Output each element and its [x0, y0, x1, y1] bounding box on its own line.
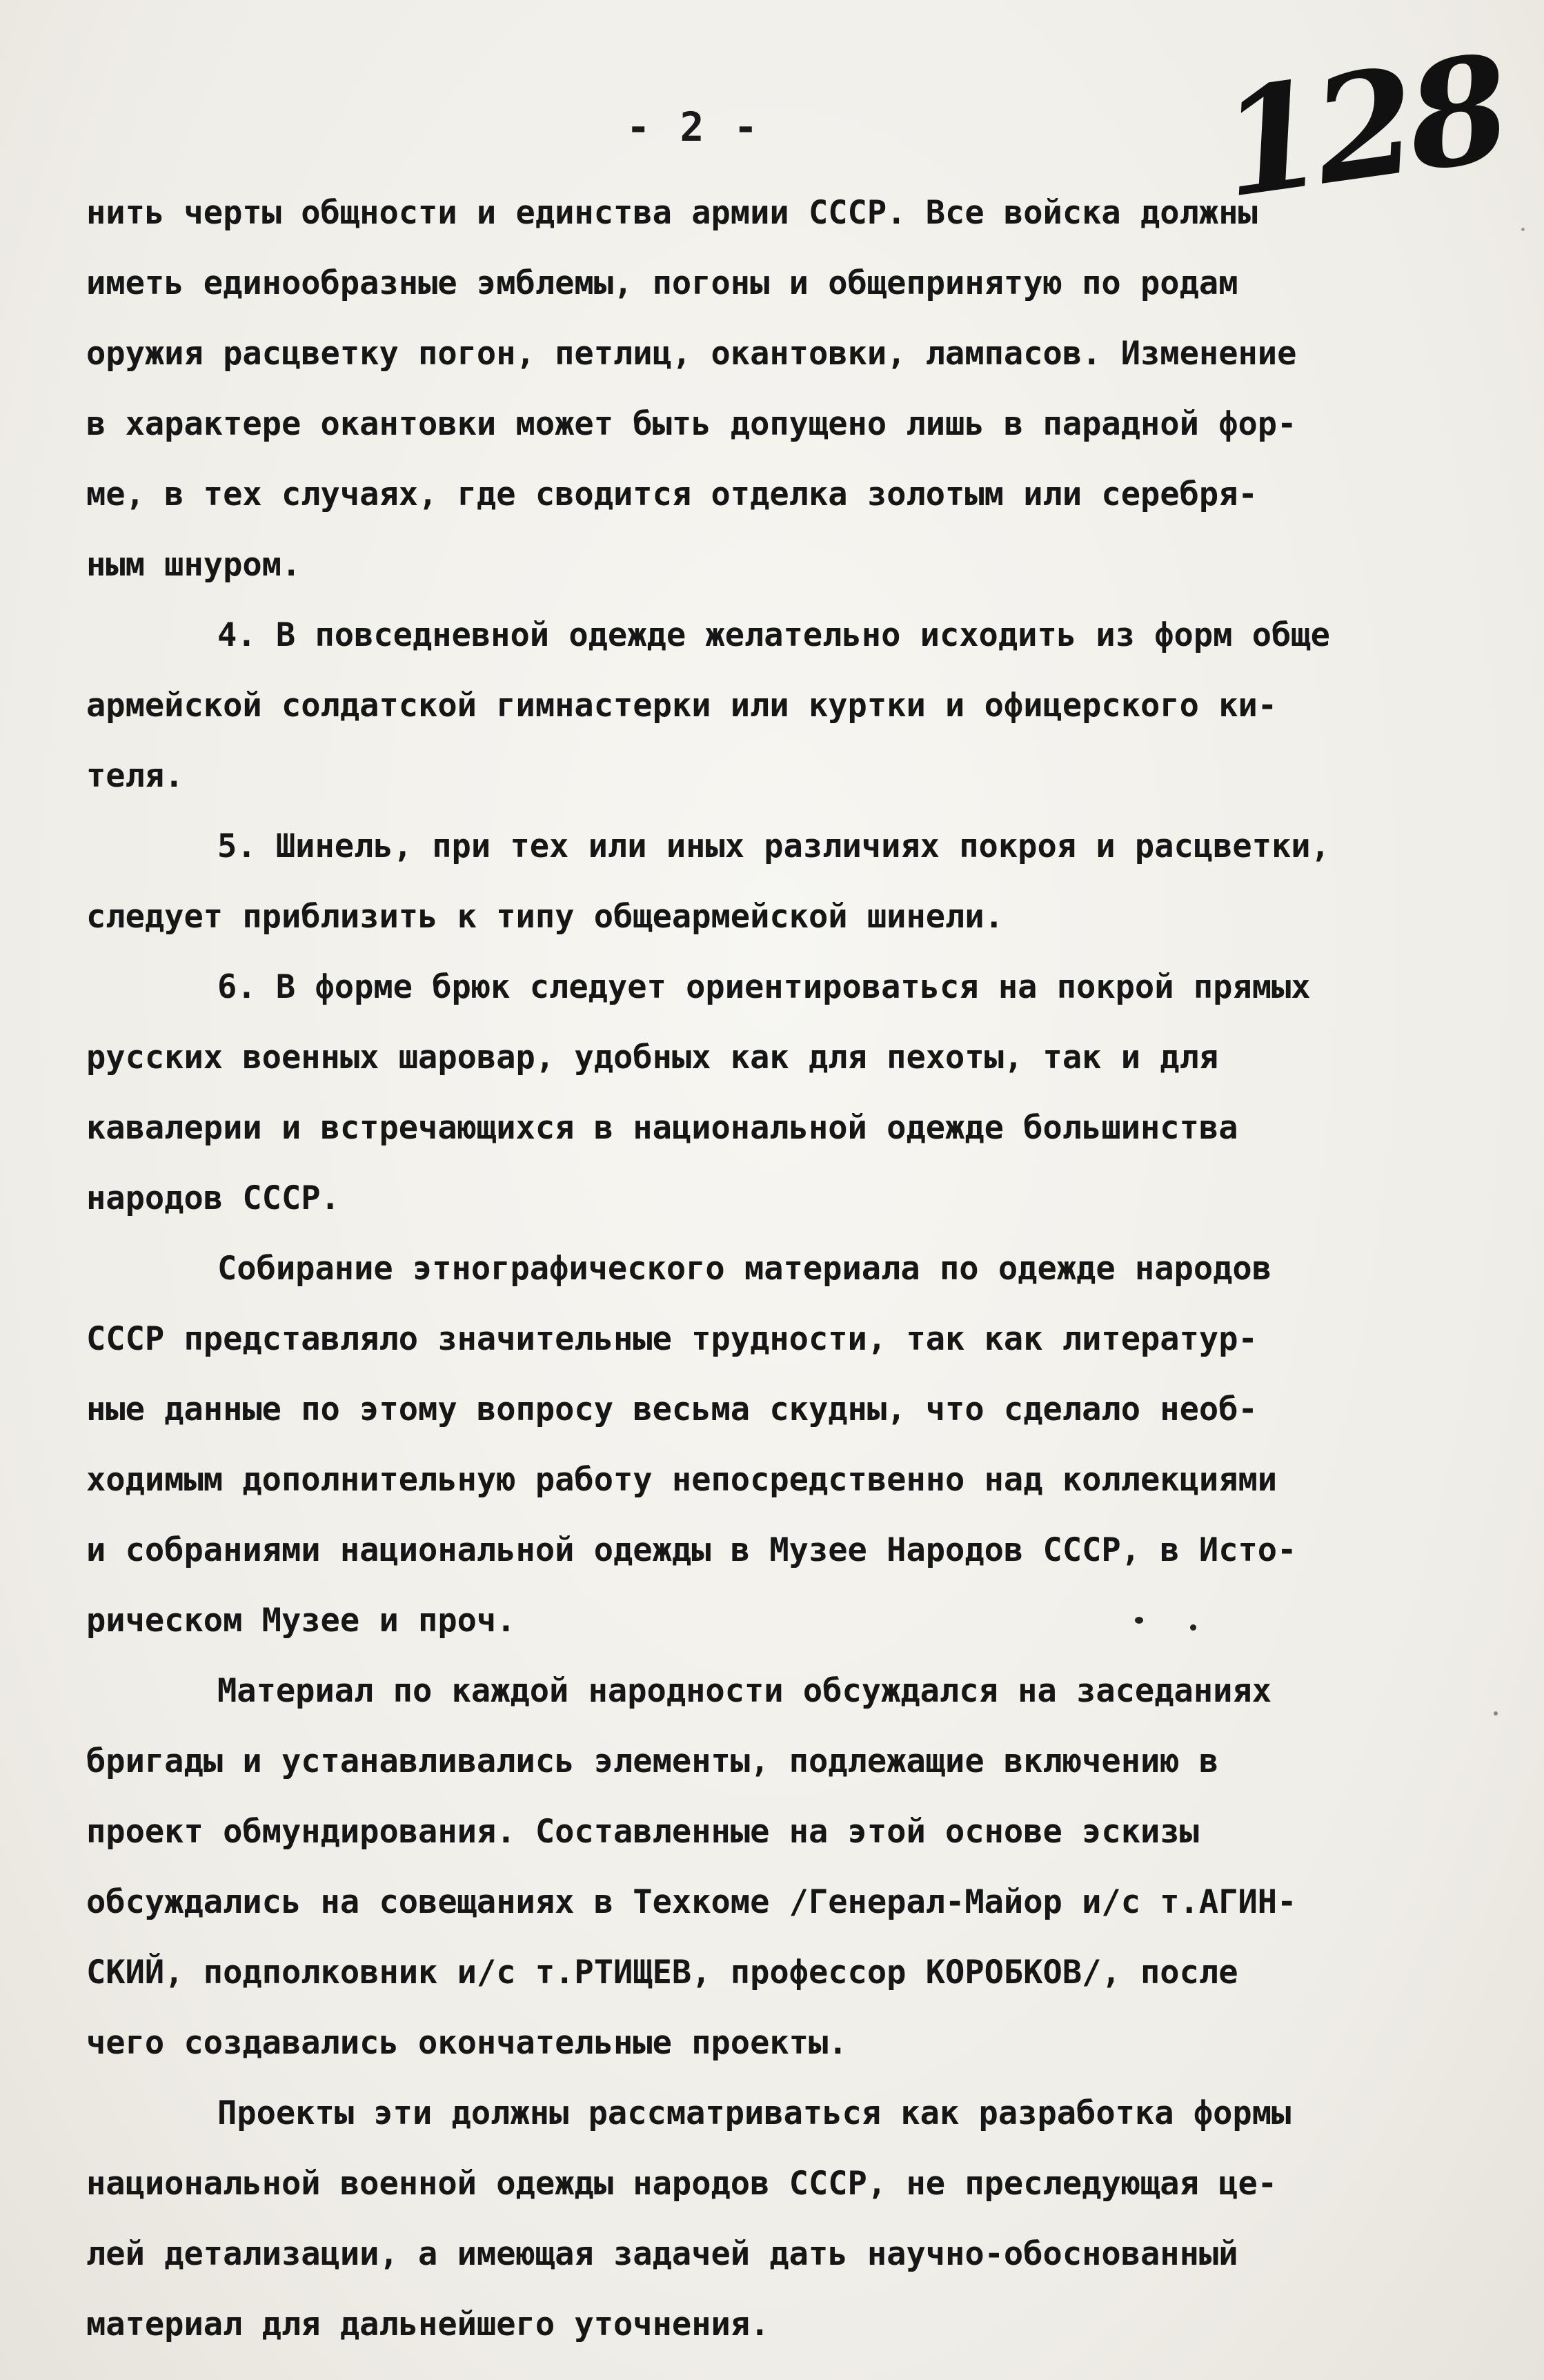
text-line: СКИЙ, подполковник и/с т.РТИЩЕВ, профессор КОРОБКОВ/, после	[86, 1954, 1238, 1991]
text-line: Собирание этнографического материала по одежде народов	[217, 1250, 1272, 1288]
text-line: 4. В повседневной одежде желательно исходить из форм обще	[217, 616, 1330, 654]
text-line: обсуждались на совещаниях в Техкоме /Генерал-Майор и/с т.АГИН-	[86, 1883, 1297, 1921]
text-line: ме, в тех случаях, где сводится отделка золотым или серебря-	[86, 475, 1258, 513]
text-line: оружия расцветку погон, петлиц, окантовки, лампасов. Изменение	[86, 335, 1297, 373]
text-line: национальной военной одежды народов СССР, не преследующая це-	[86, 2165, 1278, 2203]
text-line: ные данные по этому вопросу весьма скудны, что сделало необ-	[86, 1390, 1258, 1428]
text-line: ходимым дополнительную работу непосредственно над коллекциями	[86, 1461, 1278, 1499]
text-line: теля.	[86, 757, 184, 795]
text-line: следует приблизить к типу общеармейской шинели.	[86, 898, 1004, 936]
ink-speck	[1494, 1711, 1498, 1715]
document-body	[86, 178, 1494, 2360]
text-line: в характере окантовки может быть допущено лишь в парадной фор-	[86, 405, 1297, 443]
text-line: 5. Шинель, при тех или иных различиях покроя и расцветки,	[217, 827, 1330, 865]
text-line: и собраниями национальной одежды в Музее Народов СССР, в Исто-	[86, 1531, 1297, 1569]
text-line: 6. В форме брюк следует ориентироваться на покрой прямых	[217, 968, 1311, 1006]
text-line: чего создавались окончательные проекты.	[86, 2024, 848, 2062]
text-line: Материал по каждой народности обсуждался на заседаниях	[217, 1672, 1272, 1710]
text-line: Проекты эти должны рассматриваться как разработка формы	[217, 2094, 1291, 2132]
ink-speck	[1135, 1617, 1143, 1624]
text-line: бригады и устанавливались элементы, подлежащие включению в	[86, 1742, 1219, 1780]
ink-speck	[1190, 1624, 1196, 1631]
text-line: народов СССР.	[86, 1179, 340, 1217]
text-line: проект обмундирования. Составленные на этой основе эскизы	[86, 1813, 1199, 1851]
handwritten-archive-number: 128	[1210, 22, 1514, 231]
text-line: иметь единообразные эмблемы, погоны и общепринятую по родам	[86, 264, 1238, 302]
text-line: рическом Музее и проч.	[86, 1602, 516, 1640]
text-line: ным шнуром.	[86, 546, 301, 584]
text-line: нить черты общности и единства армии СССР. Все войска должны	[86, 194, 1258, 232]
text-line: материал для дальнейшего уточнения.	[86, 2305, 770, 2343]
text-line: кавалерии и встречающихся в национальной одежде большинства	[86, 1109, 1238, 1147]
text-line: русских военных шаровар, удобных как для пехоты, так и для	[86, 1039, 1219, 1076]
text-line: лей детализации, а имеющая задачей дать научно-обоснованный	[86, 2235, 1238, 2273]
page-number: - 2 -	[626, 104, 761, 150]
text-line: армейской солдатской гимнастерки или куртки и офицерского ки-	[86, 687, 1278, 725]
text-line: СССР представляло значительные трудности, так как литератур-	[86, 1320, 1258, 1358]
ink-speck	[1521, 228, 1525, 231]
